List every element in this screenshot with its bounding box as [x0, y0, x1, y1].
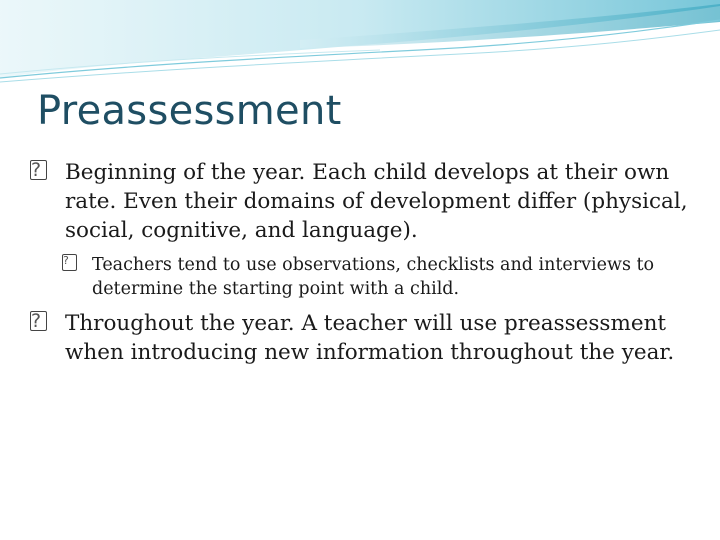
bullet-marker-icon: ? — [30, 311, 47, 331]
sub-bullet-text: Teachers tend to use observations, checklists and interviews to determine the starting point with a child. — [92, 255, 655, 299]
slide-body — [30, 158, 690, 375]
bullet-text: Beginning of the year. Each child develops at their own rate. Even their domains of development differ (physical, social, cognitive, and language). — [65, 160, 688, 243]
slide-title: Preassessment — [37, 88, 342, 134]
decorative-wave-band — [0, 0, 720, 90]
bullet-text: Throughout the year. A teacher will use preassessment when introducing new information throughout the year. — [65, 311, 675, 365]
bullet-item — [30, 309, 690, 367]
sub-bullet-marker-icon: ? — [62, 254, 77, 271]
bullet-item — [30, 158, 690, 245]
sub-bullet-item — [62, 253, 690, 301]
bullet-marker-icon: ? — [30, 160, 47, 180]
